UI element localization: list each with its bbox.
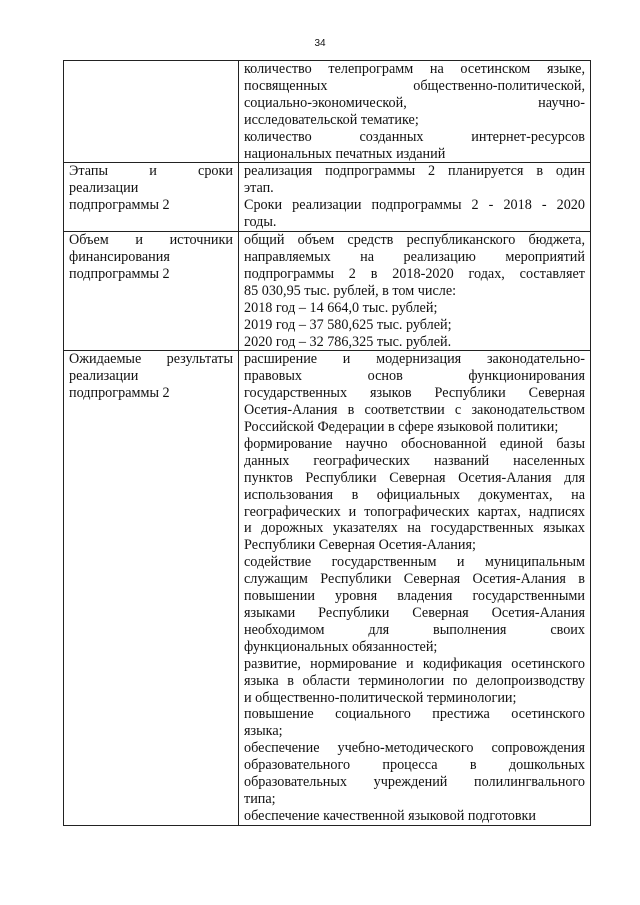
content-line: годы. <box>244 214 277 231</box>
content-line: использования в официальных документах, на <box>244 486 585 503</box>
content-line: языка; <box>244 723 283 740</box>
row-content-cell <box>239 163 591 232</box>
content-paragraph <box>244 129 585 163</box>
content-line: посвященных общественно-политической, <box>244 77 585 94</box>
content-line: языка в области терминологии по делопроизводству <box>244 672 585 689</box>
content-line: 2020 год – 32 786,325 тыс. рублей. <box>244 333 452 350</box>
content-line: и дорожных указателях на государственных языках <box>244 520 585 537</box>
row-label-cell <box>64 351 239 825</box>
content-line: необходимом для выполнения своих <box>244 621 585 638</box>
content-line: Российской Федерации в сфере языковой политики; <box>244 419 559 436</box>
table-row <box>64 351 591 825</box>
row-label-line: подпрограммы 2 <box>69 385 170 402</box>
content-line: Осетия-Алания в соответствии с законодательством <box>244 402 585 419</box>
content-line: пунктов Республики Северная Осетия-Алания для <box>244 469 585 486</box>
content-line: направляемых на реализацию мероприятий <box>244 248 585 265</box>
content-line: расширение и модернизация законодательно- <box>244 351 585 368</box>
content-line: обеспечение качественной языковой подготовки <box>244 807 537 824</box>
content-line: функциональных обязанностей; <box>244 638 438 655</box>
content-paragraph <box>244 317 585 334</box>
row-label-cell <box>64 232 239 351</box>
table-row <box>64 163 591 232</box>
content-line: количество телепрограмм на осетинском языке, <box>244 61 585 77</box>
content-line: образовательных учреждений полилингвального <box>244 774 585 791</box>
row-label-line: Этапы и сроки <box>69 163 233 180</box>
content-paragraph <box>244 656 585 707</box>
content-paragraph <box>244 232 585 300</box>
row-label-line: подпрограммы 2 <box>69 197 170 214</box>
content-line: языками Республики Северная Осетия-Алания <box>244 605 585 621</box>
row-label-line: реализации <box>69 180 139 197</box>
content-line: социально-экономической, научно- <box>244 94 585 111</box>
row-content-cell <box>239 232 591 351</box>
content-line: количество созданных интернет-ресурсов <box>244 128 585 145</box>
content-line: формирование научно обоснованной единой базы <box>244 435 585 452</box>
row-label-cell <box>64 61 239 163</box>
content-line: образовательного процесса в дошкольных <box>244 757 585 774</box>
content-line: правовых основ функционирования <box>244 368 585 385</box>
content-line: общий объем средств республиканского бюджета, <box>244 232 585 249</box>
content-paragraph <box>244 554 585 655</box>
row-content-cell <box>239 351 591 825</box>
content-paragraph <box>244 334 585 351</box>
content-paragraph <box>244 163 585 197</box>
passport-table <box>63 60 591 826</box>
content-line: служащим Республики Северная Осетия-Алания в <box>244 571 585 588</box>
content-paragraph <box>244 300 585 317</box>
content-line: реализация подпрограммы 2 планируется в один <box>244 163 585 180</box>
row-label-line: подпрограммы 2 <box>69 265 170 282</box>
content-paragraph <box>244 351 585 436</box>
content-line: этап. <box>244 180 274 197</box>
content-paragraph <box>244 61 585 129</box>
content-line: подпрограммы 2 в 2018-2020 годах, составляет <box>244 265 585 282</box>
content-line: исследовательской тематике; <box>244 111 419 128</box>
content-line: типа; <box>244 790 276 807</box>
row-label-line: Объем и источники <box>69 232 233 249</box>
row-label-line: Ожидаемые результаты <box>69 351 233 368</box>
content-paragraph <box>244 808 585 825</box>
page-number: 34 <box>314 38 326 49</box>
content-line: повышении уровня владения государственными <box>244 588 585 605</box>
row-label-line: реализации <box>69 368 139 385</box>
row-label-line: финансирования <box>69 248 170 265</box>
row-content-cell <box>239 61 591 163</box>
content-line: развитие, нормирование и кодификация осетинского <box>244 655 585 672</box>
content-line: 85 030,95 тыс. рублей, в том числе: <box>244 282 457 299</box>
content-line: повышение социального престижа осетинского <box>244 706 585 723</box>
content-line: 2019 год – 37 580,625 тыс. рублей; <box>244 316 452 333</box>
content-line: национальных печатных изданий <box>244 145 446 162</box>
table-row <box>64 61 591 163</box>
content-line: обеспечение учебно-методического сопровождения <box>244 740 585 757</box>
table-body <box>64 61 591 826</box>
content-line: Республики Северная Осетия-Алания; <box>244 537 476 554</box>
content-line: и общественно-политической терминологии; <box>244 689 517 706</box>
content-line: географических и топографических картах, надписях <box>244 503 585 520</box>
content-paragraph <box>244 706 585 740</box>
content-line: данных географических названий населенных <box>244 452 585 469</box>
content-paragraph <box>244 740 585 808</box>
content-paragraph <box>244 436 585 554</box>
row-label-cell <box>64 163 239 232</box>
content-paragraph <box>244 197 585 231</box>
content-line: содействие государственным и муниципальным <box>244 554 585 571</box>
content-line: государственных языков Республики Северная <box>244 385 585 402</box>
table-row <box>64 232 591 351</box>
content-line: Сроки реализации подпрограммы 2 - 2018 - 2020 <box>244 197 585 214</box>
content-line: 2018 год – 14 664,0 тыс. рублей; <box>244 299 438 316</box>
